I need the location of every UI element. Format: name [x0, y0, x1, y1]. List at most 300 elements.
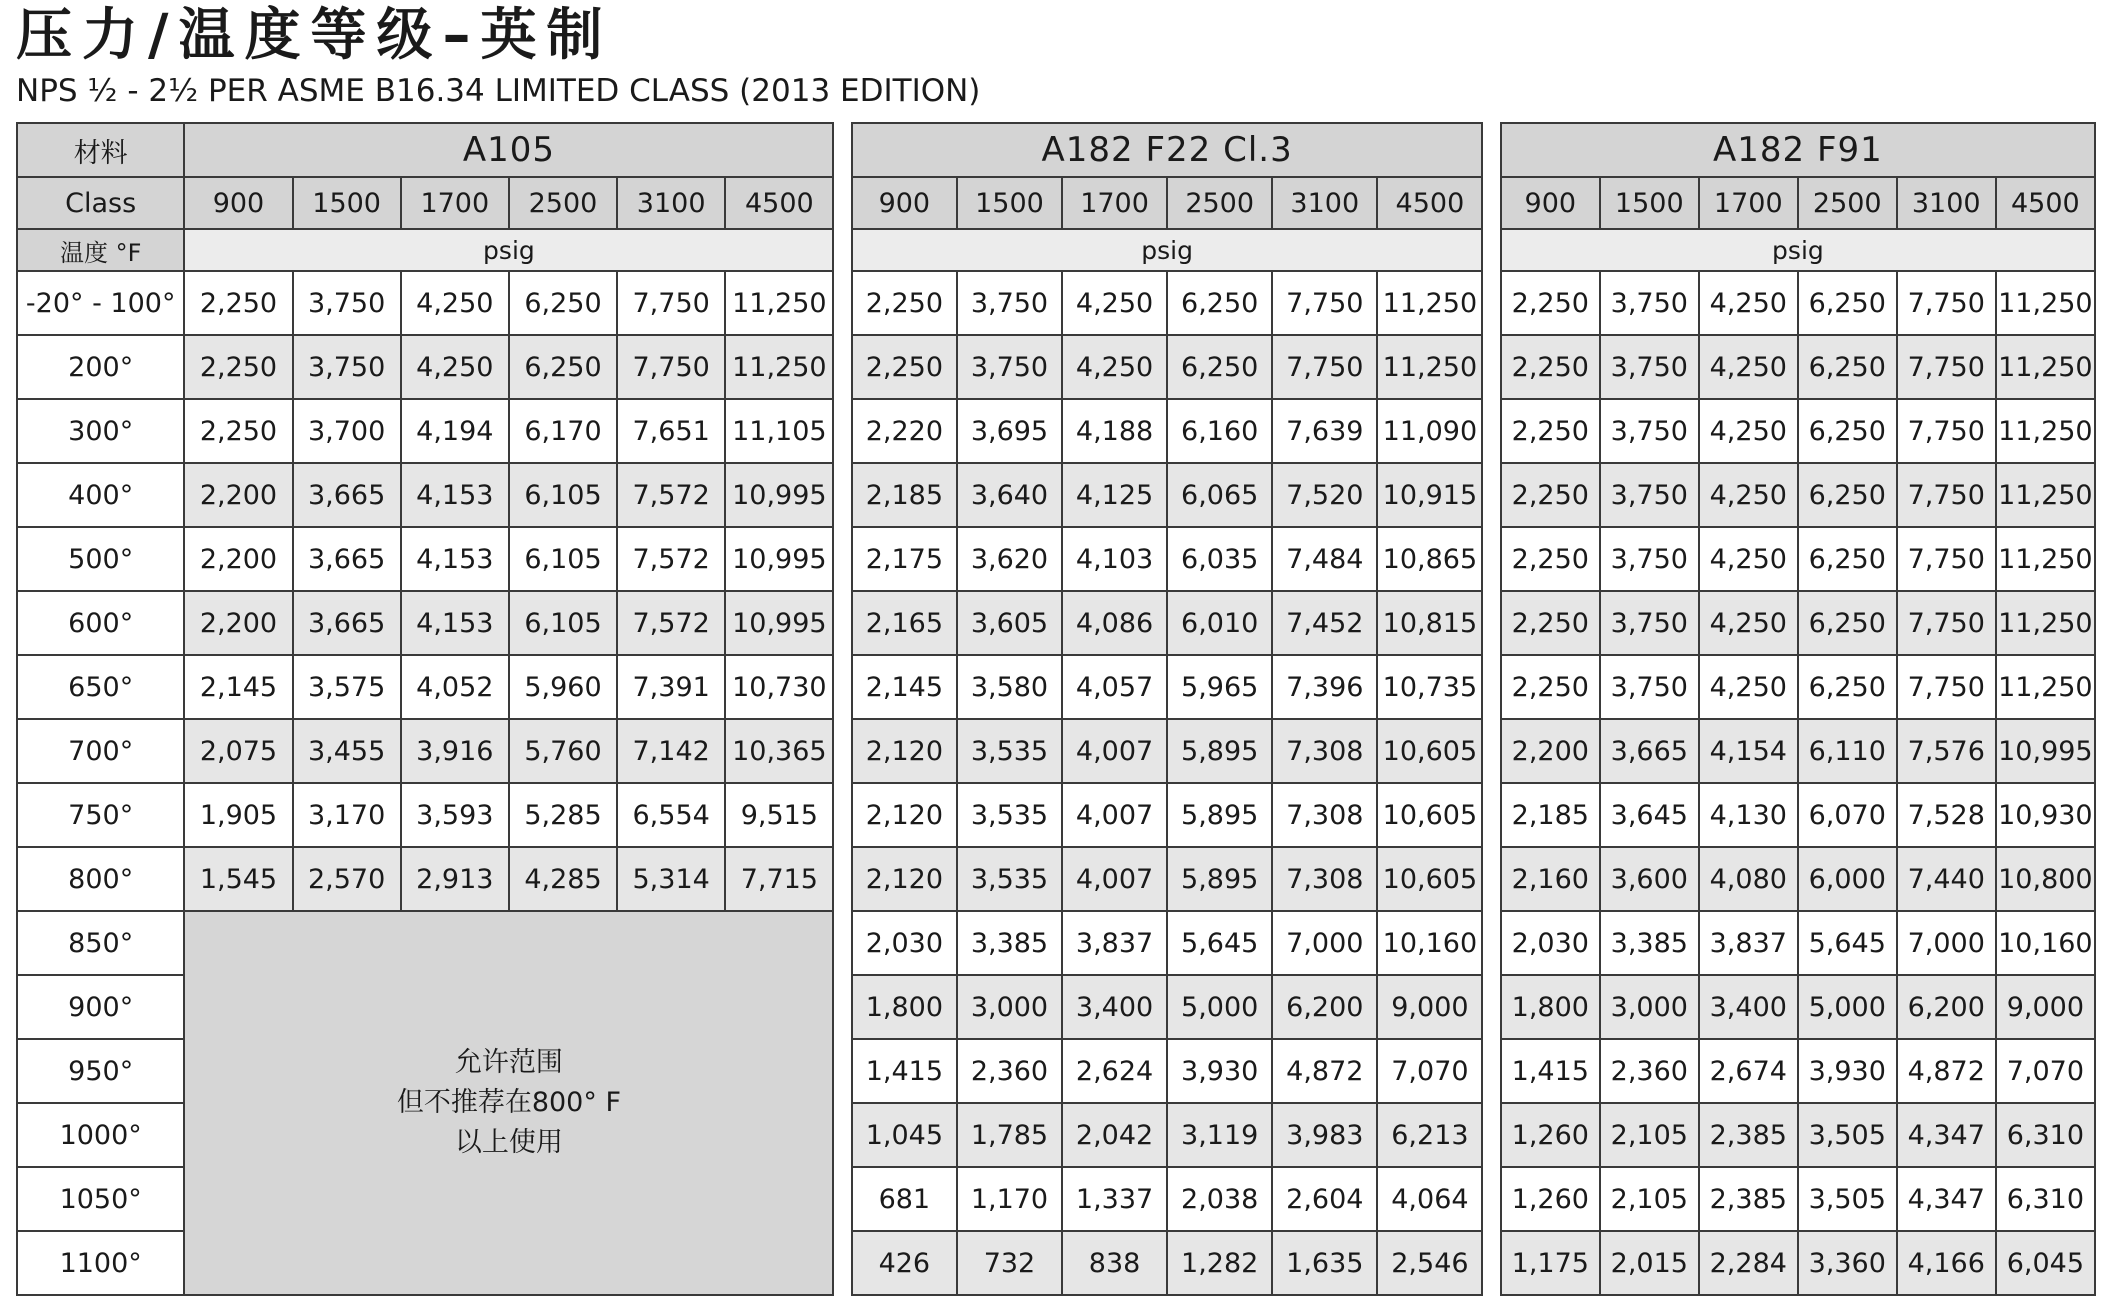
- rating-cell: 5,960: [509, 655, 617, 719]
- rating-cell: 10,605: [1377, 783, 1482, 847]
- rating-cell: 6,065: [1167, 463, 1272, 527]
- rating-cell: 7,070: [1377, 1039, 1482, 1103]
- column-gap: [1482, 123, 1500, 1295]
- temperature-cell: 1000°: [17, 1103, 184, 1167]
- rating-cell: 9,000: [1377, 975, 1482, 1039]
- rating-cell: 2,250: [1501, 335, 1600, 399]
- rating-cell: 4,064: [1377, 1167, 1482, 1231]
- rating-cell: 2,160: [1501, 847, 1600, 911]
- rating-cell: 7,750: [1272, 271, 1377, 335]
- rating-cell: 10,995: [1996, 719, 2095, 783]
- rating-cell: 2,220: [852, 399, 957, 463]
- rating-cell: 4,194: [401, 399, 509, 463]
- rating-cell: 11,090: [1377, 399, 1482, 463]
- class-value: 4500: [1377, 177, 1482, 229]
- rating-cell: 732: [957, 1231, 1062, 1295]
- rating-cell: 7,750: [617, 335, 725, 399]
- rating-cell: 2,250: [1501, 527, 1600, 591]
- rating-cell: 4,007: [1062, 847, 1167, 911]
- rating-cell: 3,170: [293, 783, 401, 847]
- rating-cell: 2,385: [1699, 1103, 1798, 1167]
- rating-cell: 7,572: [617, 463, 725, 527]
- rating-cell: 7,396: [1272, 655, 1377, 719]
- note-line: 允许范围: [454, 1047, 563, 1078]
- class-value: 1500: [957, 177, 1062, 229]
- rating-cell: 7,000: [1272, 911, 1377, 975]
- table-row: [17, 719, 2095, 783]
- temperature-cell: 650°: [17, 655, 184, 719]
- temperature-cell: 850°: [17, 911, 184, 975]
- rating-cell: 1,785: [957, 1103, 1062, 1167]
- rating-cell: 10,995: [725, 527, 833, 591]
- class-value: 4500: [1996, 177, 2095, 229]
- rating-cell: 1,045: [852, 1103, 957, 1167]
- rating-cell: 11,250: [1996, 399, 2095, 463]
- rating-cell: 4,250: [1699, 335, 1798, 399]
- rating-cell: 6,250: [509, 271, 617, 335]
- class-value: 2500: [1798, 177, 1897, 229]
- rating-cell: 6,105: [509, 591, 617, 655]
- rating-cell: 3,645: [1600, 783, 1699, 847]
- rating-cell: 7,651: [617, 399, 725, 463]
- rating-cell: 1,260: [1501, 1167, 1600, 1231]
- rating-cell: 4,188: [1062, 399, 1167, 463]
- table-row: [17, 271, 2095, 335]
- rating-cell: 1,800: [1501, 975, 1600, 1039]
- rating-cell: 6,250: [1798, 399, 1897, 463]
- rating-cell: 6,213: [1377, 1103, 1482, 1167]
- rating-cell: 3,600: [1600, 847, 1699, 911]
- temperature-cell: 1100°: [17, 1231, 184, 1295]
- rating-cell: 3,620: [957, 527, 1062, 591]
- class-value: 900: [852, 177, 957, 229]
- rating-cell: 5,000: [1798, 975, 1897, 1039]
- rating-cell: 11,250: [1996, 335, 2095, 399]
- rating-cell: 11,250: [1377, 271, 1482, 335]
- class-value: 1700: [1062, 177, 1167, 229]
- temperature-cell: 400°: [17, 463, 184, 527]
- rating-cell: 2,105: [1600, 1103, 1699, 1167]
- rating-cell: 10,915: [1377, 463, 1482, 527]
- rating-cell: 3,593: [401, 783, 509, 847]
- rating-cell: 2,200: [184, 463, 292, 527]
- table-row: [17, 527, 2095, 591]
- rating-cell: 2,546: [1377, 1231, 1482, 1295]
- temperature-header: 温度 °F: [17, 229, 184, 271]
- rating-cell: 6,105: [509, 527, 617, 591]
- rating-cell: 4,285: [509, 847, 617, 911]
- rating-cell: 6,000: [1798, 847, 1897, 911]
- rating-cell: 4,080: [1699, 847, 1798, 911]
- rating-cell: 7,750: [1897, 399, 1996, 463]
- material-name: A182 F91: [1501, 123, 2095, 177]
- rating-cell: 9,000: [1996, 975, 2095, 1039]
- rating-cell: 7,528: [1897, 783, 1996, 847]
- rating-cell: 2,145: [852, 655, 957, 719]
- rating-cell: 3,837: [1699, 911, 1798, 975]
- class-value: 1700: [1699, 177, 1798, 229]
- rating-cell: 7,750: [1897, 335, 1996, 399]
- rating-cell: 10,730: [725, 655, 833, 719]
- unit-label: psig: [184, 229, 833, 271]
- rating-cell: 11,250: [1996, 463, 2095, 527]
- rating-cell: 3,750: [293, 335, 401, 399]
- rating-cell: 5,285: [509, 783, 617, 847]
- temperature-cell: -20° - 100°: [17, 271, 184, 335]
- rating-cell: 7,576: [1897, 719, 1996, 783]
- rating-cell: 3,000: [1600, 975, 1699, 1039]
- rating-cell: 7,308: [1272, 719, 1377, 783]
- rating-cell: 7,308: [1272, 783, 1377, 847]
- rating-cell: 1,905: [184, 783, 292, 847]
- rating-cell: 6,250: [1798, 463, 1897, 527]
- rating-cell: 2,185: [852, 463, 957, 527]
- rating-cell: 4,250: [1699, 463, 1798, 527]
- rating-cell: 4,250: [1699, 655, 1798, 719]
- class-value: 4500: [725, 177, 833, 229]
- rating-cell: 4,250: [401, 271, 509, 335]
- rating-cell: 6,250: [1798, 271, 1897, 335]
- rating-cell: 2,120: [852, 719, 957, 783]
- rating-cell: 4,166: [1897, 1231, 1996, 1295]
- table-row: [17, 847, 2095, 911]
- rating-cell: 3,750: [957, 271, 1062, 335]
- rating-cell: 11,250: [725, 335, 833, 399]
- class-value: 2500: [509, 177, 617, 229]
- rating-cell: 10,605: [1377, 847, 1482, 911]
- rating-cell: 3,700: [293, 399, 401, 463]
- rating-cell: 11,250: [1996, 271, 2095, 335]
- rating-cell: 3,750: [1600, 591, 1699, 655]
- table-row: [17, 463, 2095, 527]
- rating-cell: 3,400: [1699, 975, 1798, 1039]
- rating-cell: 4,250: [401, 335, 509, 399]
- rating-cell: 3,750: [1600, 271, 1699, 335]
- rating-cell: 4,052: [401, 655, 509, 719]
- rating-cell: 6,250: [1798, 335, 1897, 399]
- rating-cell: 7,440: [1897, 847, 1996, 911]
- rating-cell: 2,145: [184, 655, 292, 719]
- rating-cell: 4,103: [1062, 527, 1167, 591]
- rating-cell: 2,570: [293, 847, 401, 911]
- temperature-cell: 750°: [17, 783, 184, 847]
- rating-cell: 7,715: [725, 847, 833, 911]
- rating-cell: 6,250: [1798, 591, 1897, 655]
- rating-cell: 4,057: [1062, 655, 1167, 719]
- table-row: [17, 335, 2095, 399]
- rating-cell: 2,120: [852, 847, 957, 911]
- rating-cell: 2,250: [852, 335, 957, 399]
- rating-cell: 7,639: [1272, 399, 1377, 463]
- rating-cell: 7,391: [617, 655, 725, 719]
- rating-cell: 10,930: [1996, 783, 2095, 847]
- rating-cell: 7,520: [1272, 463, 1377, 527]
- rating-cell: 7,572: [617, 591, 725, 655]
- rating-cell: 3,535: [957, 719, 1062, 783]
- rating-cell: 6,110: [1798, 719, 1897, 783]
- rating-cell: 4,347: [1897, 1103, 1996, 1167]
- rating-cell: 426: [852, 1231, 957, 1295]
- table-row: [17, 911, 2095, 975]
- rating-cell: 3,930: [1798, 1039, 1897, 1103]
- rating-cell: 3,750: [1600, 463, 1699, 527]
- rating-cell: 10,995: [725, 591, 833, 655]
- rating-cell: 6,160: [1167, 399, 1272, 463]
- rating-cell: 7,750: [617, 271, 725, 335]
- class-value: 3100: [1897, 177, 1996, 229]
- class-value: 2500: [1167, 177, 1272, 229]
- pressure-temperature-table: [16, 122, 2096, 1296]
- rating-cell: 11,250: [1377, 335, 1482, 399]
- rating-cell: 3,750: [293, 271, 401, 335]
- rating-cell: 5,965: [1167, 655, 1272, 719]
- rating-cell: 7,070: [1996, 1039, 2095, 1103]
- class-value: 900: [184, 177, 292, 229]
- rating-cell: 6,105: [509, 463, 617, 527]
- rating-cell: 10,865: [1377, 527, 1482, 591]
- unit-label: psig: [852, 229, 1483, 271]
- rating-cell: 2,250: [184, 271, 292, 335]
- rating-cell: 2,015: [1600, 1231, 1699, 1295]
- rating-cell: 3,750: [1600, 527, 1699, 591]
- rating-cell: 2,360: [1600, 1039, 1699, 1103]
- rating-cell: 10,815: [1377, 591, 1482, 655]
- rating-cell: 7,142: [617, 719, 725, 783]
- rating-cell: 7,750: [1897, 527, 1996, 591]
- rating-cell: 1,415: [852, 1039, 957, 1103]
- rating-cell: 11,250: [1996, 527, 2095, 591]
- temperature-cell: 600°: [17, 591, 184, 655]
- rating-cell: 4,153: [401, 463, 509, 527]
- class-value: 1500: [293, 177, 401, 229]
- table-row: [17, 783, 2095, 847]
- rating-cell: 10,160: [1996, 911, 2095, 975]
- rating-cell: 838: [1062, 1231, 1167, 1295]
- rating-cell: 1,175: [1501, 1231, 1600, 1295]
- rating-cell: 7,750: [1897, 463, 1996, 527]
- temperature-cell: 800°: [17, 847, 184, 911]
- rating-cell: 2,200: [184, 527, 292, 591]
- rating-cell: 1,635: [1272, 1231, 1377, 1295]
- rating-cell: 3,665: [293, 527, 401, 591]
- rating-cell: 2,250: [1501, 463, 1600, 527]
- rating-cell: 6,250: [509, 335, 617, 399]
- rating-cell: 6,170: [509, 399, 617, 463]
- rating-cell: 4,250: [1699, 591, 1798, 655]
- rating-cell: 2,175: [852, 527, 957, 591]
- rating-cell: 3,580: [957, 655, 1062, 719]
- rating-cell: 3,665: [293, 463, 401, 527]
- rating-cell: 7,750: [1272, 335, 1377, 399]
- rating-cell: 3,695: [957, 399, 1062, 463]
- rating-cell: 10,995: [725, 463, 833, 527]
- rating-cell: 9,515: [725, 783, 833, 847]
- rating-cell: 4,250: [1699, 527, 1798, 591]
- rating-cell: 1,260: [1501, 1103, 1600, 1167]
- class-value: 3100: [1272, 177, 1377, 229]
- rating-cell: 3,665: [1600, 719, 1699, 783]
- rating-cell: 6,250: [1798, 527, 1897, 591]
- rating-cell: 3,455: [293, 719, 401, 783]
- rating-cell: 7,750: [1897, 591, 1996, 655]
- page-subtitle: NPS ½ - 2½ PER ASME B16.34 LIMITED CLASS (2013 EDITION): [16, 73, 981, 109]
- rating-cell: 5,645: [1798, 911, 1897, 975]
- rating-cell: 4,872: [1272, 1039, 1377, 1103]
- rating-cell: 11,250: [725, 271, 833, 335]
- rating-cell: 2,284: [1699, 1231, 1798, 1295]
- material-header: 材料: [17, 123, 184, 177]
- rating-cell: 3,837: [1062, 911, 1167, 975]
- rating-cell: 3,930: [1167, 1039, 1272, 1103]
- rating-cell: 2,250: [1501, 271, 1600, 335]
- rating-cell: 2,200: [1501, 719, 1600, 783]
- rating-cell: 10,735: [1377, 655, 1482, 719]
- rating-cell: 2,105: [1600, 1167, 1699, 1231]
- table-row: [17, 591, 2095, 655]
- rating-cell: 7,750: [1897, 271, 1996, 335]
- rating-cell: 3,575: [293, 655, 401, 719]
- rating-cell: 2,200: [184, 591, 292, 655]
- rating-cell: 10,160: [1377, 911, 1482, 975]
- rating-cell: 11,105: [725, 399, 833, 463]
- rating-cell: 3,983: [1272, 1103, 1377, 1167]
- rating-cell: 7,572: [617, 527, 725, 591]
- rating-cell: 6,070: [1798, 783, 1897, 847]
- temperature-cell: 1050°: [17, 1167, 184, 1231]
- rating-cell: 10,800: [1996, 847, 2095, 911]
- rating-cell: 6,250: [1167, 335, 1272, 399]
- temperature-cell: 700°: [17, 719, 184, 783]
- rating-cell: 5,760: [509, 719, 617, 783]
- rating-cell: 3,750: [1600, 335, 1699, 399]
- rating-cell: 3,750: [1600, 655, 1699, 719]
- rating-cell: 7,000: [1897, 911, 1996, 975]
- rating-cell: 6,010: [1167, 591, 1272, 655]
- temperature-cell: 950°: [17, 1039, 184, 1103]
- rating-cell: 2,120: [852, 783, 957, 847]
- class-value: 3100: [617, 177, 725, 229]
- rating-cell: 4,007: [1062, 719, 1167, 783]
- not-recommended-note: [184, 911, 833, 1295]
- rating-cell: 4,130: [1699, 783, 1798, 847]
- rating-cell: 4,007: [1062, 783, 1167, 847]
- rating-cell: 681: [852, 1167, 957, 1231]
- rating-cell: 4,154: [1699, 719, 1798, 783]
- rating-cell: 4,347: [1897, 1167, 1996, 1231]
- rating-cell: 2,250: [1501, 399, 1600, 463]
- unit-label: psig: [1501, 229, 2095, 271]
- rating-cell: 1,170: [957, 1167, 1062, 1231]
- rating-cell: 5,895: [1167, 783, 1272, 847]
- rating-cell: 2,913: [401, 847, 509, 911]
- rating-cell: 10,365: [725, 719, 833, 783]
- rating-cell: 2,250: [184, 399, 292, 463]
- rating-cell: 2,030: [852, 911, 957, 975]
- rating-cell: 6,250: [1167, 271, 1272, 335]
- rating-cell: 7,308: [1272, 847, 1377, 911]
- rating-cell: 1,415: [1501, 1039, 1600, 1103]
- rating-cell: 4,250: [1062, 271, 1167, 335]
- rating-cell: 4,250: [1699, 399, 1798, 463]
- rating-cell: 4,250: [1062, 335, 1167, 399]
- rating-cell: 4,872: [1897, 1039, 1996, 1103]
- note-line: 但不推荐在800° F: [396, 1087, 621, 1118]
- rating-cell: 6,310: [1996, 1103, 2095, 1167]
- rating-cell: 3,535: [957, 847, 1062, 911]
- temperature-cell: 500°: [17, 527, 184, 591]
- rating-cell: 3,605: [957, 591, 1062, 655]
- rating-cell: 2,250: [184, 335, 292, 399]
- page-title: 压力/温度等级–英制: [16, 3, 613, 68]
- rating-cell: 1,337: [1062, 1167, 1167, 1231]
- rating-cell: 3,916: [401, 719, 509, 783]
- rating-cell: 2,250: [1501, 655, 1600, 719]
- class-value: 900: [1501, 177, 1600, 229]
- rating-cell: 2,604: [1272, 1167, 1377, 1231]
- rating-cell: 1,800: [852, 975, 957, 1039]
- rating-cell: 3,750: [957, 335, 1062, 399]
- rating-cell: 3,505: [1798, 1103, 1897, 1167]
- rating-cell: 1,282: [1167, 1231, 1272, 1295]
- rating-cell: 3,505: [1798, 1167, 1897, 1231]
- rating-cell: 7,484: [1272, 527, 1377, 591]
- rating-cell: 3,750: [1600, 399, 1699, 463]
- material-name: A105: [184, 123, 833, 177]
- rating-cell: 6,310: [1996, 1167, 2095, 1231]
- rating-cell: 4,250: [1699, 271, 1798, 335]
- rating-cell: 6,045: [1996, 1231, 2095, 1295]
- rating-cell: 2,075: [184, 719, 292, 783]
- temperature-cell: 200°: [17, 335, 184, 399]
- rating-cell: 11,250: [1996, 655, 2095, 719]
- rating-cell: 2,674: [1699, 1039, 1798, 1103]
- rating-cell: 2,042: [1062, 1103, 1167, 1167]
- rating-cell: 3,000: [957, 975, 1062, 1039]
- rating-cell: 5,895: [1167, 719, 1272, 783]
- rating-cell: 2,385: [1699, 1167, 1798, 1231]
- rating-cell: 10,605: [1377, 719, 1482, 783]
- rating-cell: 3,119: [1167, 1103, 1272, 1167]
- rating-cell: 2,250: [852, 271, 957, 335]
- rating-cell: 6,200: [1272, 975, 1377, 1039]
- rating-cell: 3,385: [957, 911, 1062, 975]
- rating-cell: 6,035: [1167, 527, 1272, 591]
- temperature-cell: 300°: [17, 399, 184, 463]
- rating-cell: 2,165: [852, 591, 957, 655]
- rating-cell: 3,665: [293, 591, 401, 655]
- note-line: 以上使用: [454, 1127, 563, 1158]
- rating-cell: 2,250: [1501, 591, 1600, 655]
- rating-cell: 2,185: [1501, 783, 1600, 847]
- class-value: 1700: [401, 177, 509, 229]
- rating-cell: 3,400: [1062, 975, 1167, 1039]
- rating-cell: 11,250: [1996, 591, 2095, 655]
- rating-cell: 5,000: [1167, 975, 1272, 1039]
- rating-cell: 1,545: [184, 847, 292, 911]
- rating-cell: 6,250: [1798, 655, 1897, 719]
- rating-cell: 3,385: [1600, 911, 1699, 975]
- temperature-cell: 900°: [17, 975, 184, 1039]
- rating-cell: 2,360: [957, 1039, 1062, 1103]
- rating-cell: 5,895: [1167, 847, 1272, 911]
- rating-cell: 7,452: [1272, 591, 1377, 655]
- rating-cell: 4,125: [1062, 463, 1167, 527]
- rating-cell: 6,200: [1897, 975, 1996, 1039]
- rating-cell: 4,086: [1062, 591, 1167, 655]
- rating-cell: 3,360: [1798, 1231, 1897, 1295]
- rating-cell: 3,640: [957, 463, 1062, 527]
- rating-cell: 5,645: [1167, 911, 1272, 975]
